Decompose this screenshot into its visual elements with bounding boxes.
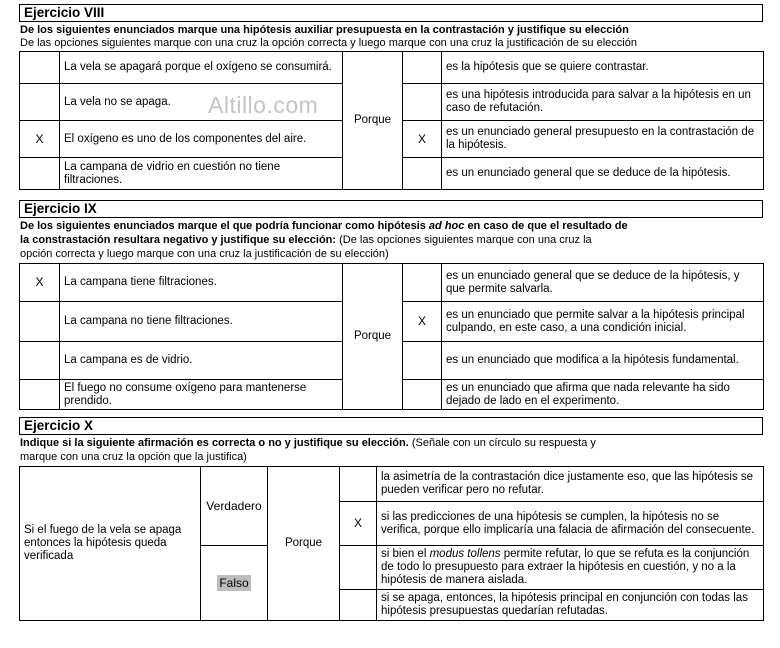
ex8-porque: Porque [343,52,403,190]
ex9-justification-mark[interactable] [403,264,442,302]
ex9-justification-mark[interactable] [403,380,442,410]
ex9-justification-text: es un enunciado general que se deduce de la hipótesis, y que permite salvarla. [442,264,764,302]
ex9-instructions-line2: la constrastación resultara negativo y justifique su elección: (De las opciones siguientes marque con una cruz la [20,234,592,246]
ex8-option-text: La vela se apagará porque el oxígeno se consumirá. [60,52,343,84]
ex8-option-mark[interactable] [20,158,60,190]
ex8-option-mark[interactable] [20,84,60,121]
ex8-option-mark[interactable] [20,52,60,84]
ex10-instructions-line1: Indique si la siguiente afirmación es correcta o no y justifique su elección. (Señale con un círculo su respuesta y [20,437,596,449]
ex10-justification-text: si se apaga, entonces, la hipótesis principal en conjunción con todas las hipótesis presupuestas quedarían refutadas. [377,590,764,621]
ex9-option-mark[interactable] [20,380,60,410]
ex9-instructions-line1: De los siguientes enunciados marque el que podría funcionar como hipótesis ad hoc en caso de que el resultado de [20,220,628,232]
ex8-option-text: La vela no se apaga. [60,84,343,121]
ex10-statement: Si el fuego de la vela se apaga entonces la hipótesis queda verificada [20,467,201,621]
table-row [20,52,764,84]
ex10-title: Ejercicio X [19,417,763,435]
ex10-justification-mark[interactable] [340,590,377,621]
ex9-justification-text: es un enunciado que modifica a la hipótesis fundamental. [442,342,764,380]
ex8-justification-mark[interactable] [403,158,442,190]
ex9-option-text: La campana es de vidrio. [60,342,343,380]
ex9-justification-text: es un enunciado que permite salvar a la hipótesis principal culpando, en este caso, a una condición inicial. [442,302,764,342]
table-row [20,467,764,502]
ex8-justification-mark[interactable] [403,52,442,84]
ex10-instructions-line2: marque con una cruz la opción que la justifica) [20,451,247,463]
ex9-justification-mark[interactable]: X [403,302,442,342]
ex10-justification-mark[interactable] [340,546,377,590]
ex8-justification-text: es una hipótesis introducida para salvar a la hipótesis en un caso de refutación. [442,84,764,121]
ex10-true-option[interactable] [201,467,268,546]
ex9-option-mark[interactable] [20,302,60,342]
ex8-justification-text: es la hipótesis que se quiere contrastar. [442,52,764,84]
ex9-table [19,263,764,410]
ex8-table [19,51,764,190]
ex10-table [19,466,764,621]
ex9-porque: Porque [343,264,403,410]
ex10-justification-mark[interactable] [340,467,377,502]
ex9-instructions-line3: opción correcta y luego marque con una cruz la justificación de su elección) [20,248,389,260]
ex8-option-mark[interactable]: X [20,121,60,158]
ex9-option-mark[interactable]: X [20,264,60,302]
ex8-justification-text: es un enunciado general que se deduce de la hipótesis. [442,158,764,190]
ex8-justification-mark[interactable] [403,84,442,121]
ex10-justification-text: la asimetría de la contrastación dice justamente eso, que las hipótesis se pueden verificar pero no refutar. [377,467,764,502]
ex8-instructions-bold: De los siguientes enunciados marque una hipótesis auxiliar presupuesta en la contrastación y justifique su elección [20,24,629,36]
ex10-justification-text: si bien el modus tollens permite refutar, lo que se refuta es la conjunción de todo lo presupuesto para extraer la hipótesis en cuestión, y no a la hipótesis de manera aislada. [377,546,764,590]
ex10-false-option[interactable] [201,546,268,621]
ex8-option-text: El oxígeno es uno de los componentes del aire. [60,121,343,158]
table-row [20,264,764,302]
ex9-option-mark[interactable] [20,342,60,380]
false-label: Falso [219,575,249,590]
ex8-justification-mark[interactable]: X [403,121,442,158]
true-label: Verdadero [206,498,262,513]
ex9-option-text: La campana no tiene filtraciones. [60,302,343,342]
ex9-option-text: El fuego no consume oxígeno para mantenerse prendido. [60,380,343,410]
watermark-logo: Altillo.com [208,92,319,118]
ex8-instructions: De las opciones siguientes marque con una cruz la opción correcta y luego marque con una cruz la justificación de su elección [20,37,637,49]
ex10-porque: Porque [268,467,340,621]
ex9-justification-mark[interactable] [403,342,442,380]
ex9-title: Ejercicio IX [19,200,763,218]
ex8-title: Ejercicio VIII [19,4,763,22]
ex9-option-text: La campana tiene filtraciones. [60,264,343,302]
ex9-justification-text: es un enunciado que afirma que nada relevante ha sido dejado de lado en el experimento. [442,380,764,410]
ex10-justification-mark[interactable]: X [340,502,377,546]
ex10-justification-text: si las predicciones de una hipótesis se cumplen, la hipótesis no se verifica, porque ello implicaría una falacia de afirmación del consecuente. [377,502,764,546]
ex8-justification-text: es un enunciado general presupuesto en la contrastación de la hipótesis. [442,121,764,158]
ex8-option-text: La campana de vidrio en cuestión no tiene filtraciones. [60,158,343,190]
